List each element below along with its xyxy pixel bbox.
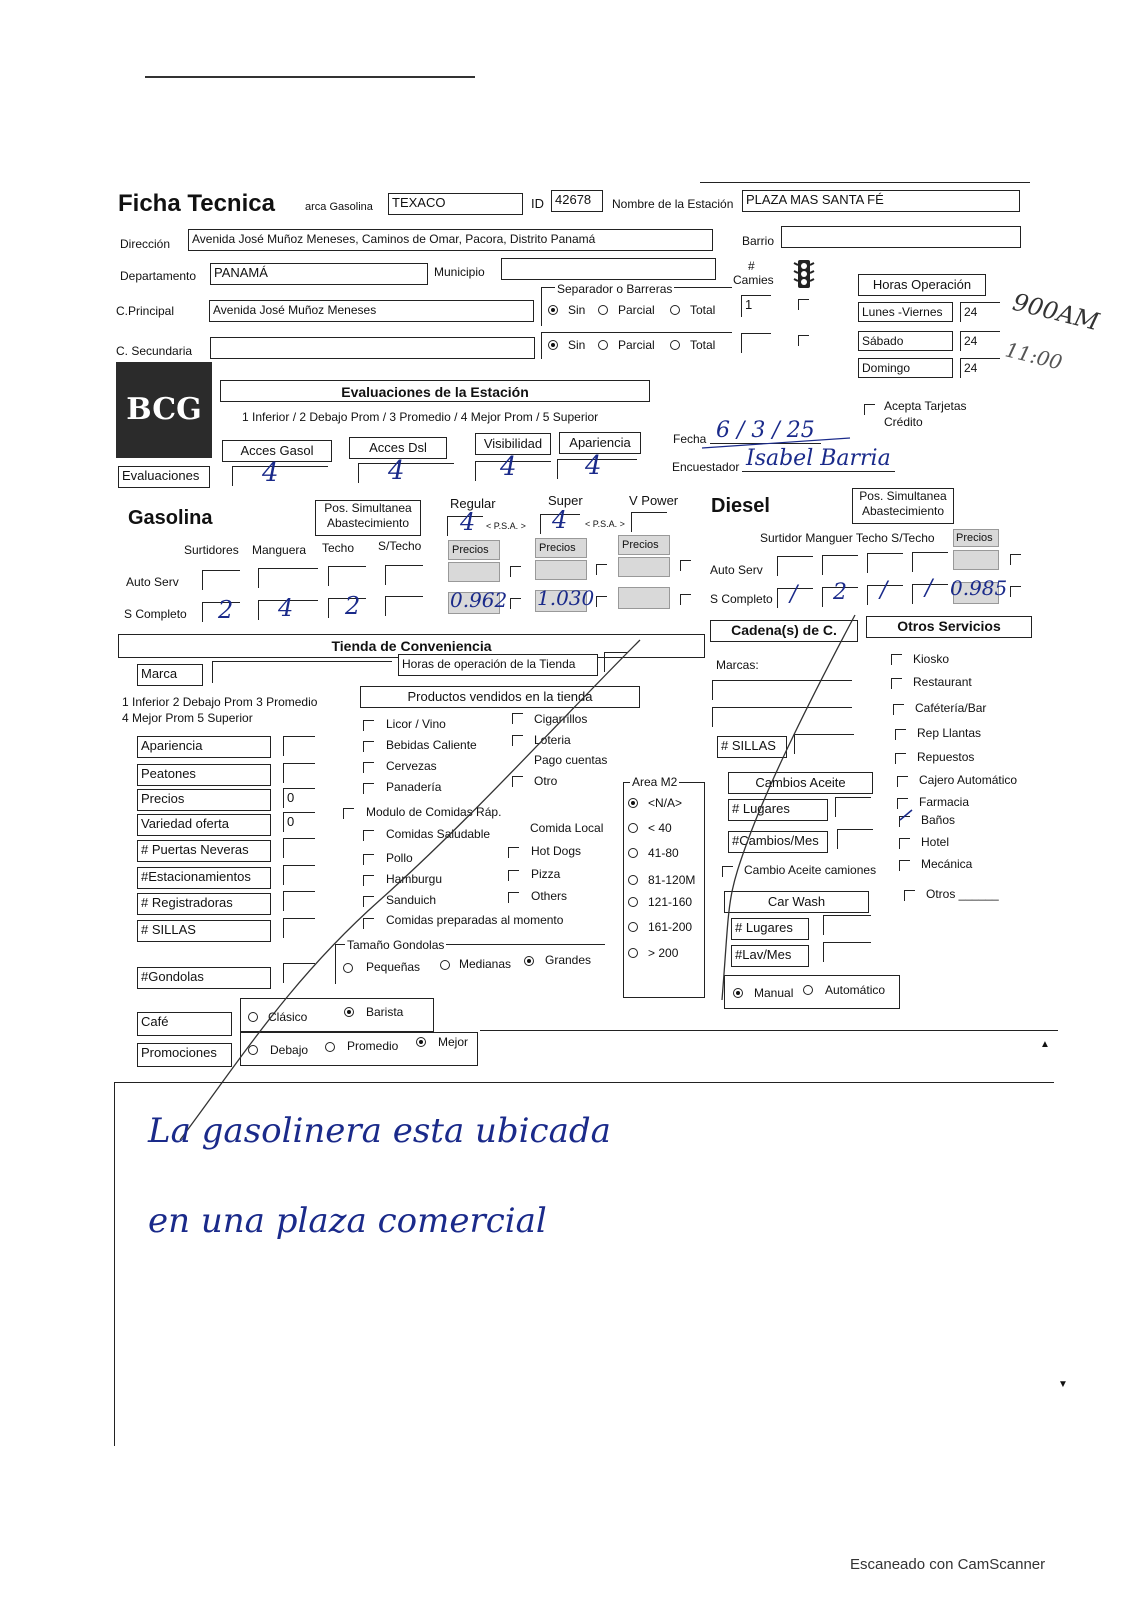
area-121-160-label: 121-160 <box>648 895 693 909</box>
sin-label-2: Sin <box>568 338 586 352</box>
id-field[interactable]: 42678 <box>551 190 603 212</box>
marca-field[interactable]: TEXACO <box>388 193 523 215</box>
dsl-sc-manguer-value: 2 <box>833 580 847 605</box>
lunes-field[interactable]: 24 <box>960 302 1000 322</box>
pen-stroke-tienda <box>180 640 640 1140</box>
regular-psa-value: 4 <box>460 508 476 536</box>
parcial-label-1: Parcial <box>618 303 655 317</box>
super-psa-value: 4 <box>552 506 568 534</box>
notes-top-rule <box>480 1030 1058 1031</box>
auto-serv-label: Auto Serv <box>126 575 179 589</box>
farmacia-label: Farmacia <box>919 795 970 809</box>
saludable-label: Comidas Saludable <box>386 827 491 841</box>
camiones-field-1[interactable]: 1 <box>741 295 771 317</box>
evaluaciones-scale: 1 Inferior / 2 Debajo Prom / 3 Promedio / 4 Mejor Prom / 5 Superior <box>242 410 599 424</box>
precios-label-1: Precios <box>452 544 489 556</box>
cprincipal-label: C.Principal <box>116 304 175 318</box>
cafe-label: Café <box>137 1012 232 1036</box>
sabado-label: Sábado <box>858 331 953 351</box>
surtidores-label: Surtidores <box>184 543 239 557</box>
pollo-label: Pollo <box>386 851 413 865</box>
sc-precio-regular-value: 0.962 <box>450 588 508 612</box>
horas-handwritten-2: 11:00 <box>1002 337 1065 375</box>
s-completo-label: S Completo <box>124 607 187 621</box>
cambios-lugares-label: # Lugares <box>728 799 828 821</box>
prod-cigarrillos-label: Cigarrillos <box>534 712 588 726</box>
dsl-pos-simultanea-1: Pos. Simultanea <box>859 489 947 503</box>
banos-label: Baños <box>921 813 956 827</box>
tamano-label: Tamaño Gondolas <box>347 938 445 952</box>
apariencia-label: Apariencia <box>559 432 641 454</box>
municipio-label: Municipio <box>434 265 485 279</box>
credito-label: Crédito <box>884 415 923 429</box>
tienda-title: Tienda de Conveniencia <box>118 634 705 658</box>
evaluaciones-label: Evaluaciones <box>118 466 210 488</box>
visibilidad-label: Visibilidad <box>475 433 551 455</box>
promedio-label: Promedio <box>347 1039 399 1053</box>
row-precios-field[interactable]: 0 <box>283 788 315 808</box>
area-40-label: < 40 <box>648 821 672 835</box>
row-puertas: # Puertas Neveras <box>137 840 271 862</box>
cadena-sillas-label: # SILLAS <box>717 736 787 758</box>
cambios-title: Cambios Aceite <box>728 772 873 794</box>
kiosko-label: Kiosko <box>913 652 950 666</box>
diesel-columns-header: Surtidor Manguer Techo S/Techo <box>760 531 935 545</box>
sc-manguera-value: 4 <box>278 594 294 622</box>
tienda-scale-1: 1 Inferior 2 Debajo Prom 3 Promedio <box>122 695 318 709</box>
super-label: Super <box>548 493 583 508</box>
sc-surtidores-value: 2 <box>218 596 234 624</box>
otros-label: Otros ______ <box>926 887 999 901</box>
eval-value-4: 4 <box>585 451 602 481</box>
footer-watermark: Escaneado con CamScanner <box>850 1556 1046 1573</box>
pequenas-label: Pequeñas <box>366 960 421 974</box>
notes-line-2: en una plaza comercial <box>148 1201 547 1241</box>
domingo-field[interactable]: 24 <box>960 358 1000 378</box>
scroll-down-icon[interactable]: ▼ <box>1058 1379 1068 1390</box>
row-apariencia: Apariencia <box>137 736 271 758</box>
mejor-label: Mejor <box>438 1035 469 1049</box>
gas-pos-simultanea-2: Abastecimiento <box>326 516 410 530</box>
eval-value-3: 4 <box>500 452 517 482</box>
pen-stroke-fecha <box>702 438 850 448</box>
gas-pos-simultanea-1: Pos. Simultanea <box>324 501 412 515</box>
gasolina-title: Gasolina <box>128 507 213 529</box>
prod-otro-label: Otro <box>534 774 558 788</box>
row-precios: Precios <box>137 789 271 811</box>
hotel-label: Hotel <box>921 835 950 849</box>
domingo-label: Domingo <box>858 358 953 378</box>
mecanica-label: Mecánica <box>921 857 973 871</box>
separador-label: Separador o Barreras <box>557 282 673 296</box>
psa-label-1: < P.S.A. > <box>486 521 526 531</box>
departamento-label: Departamento <box>120 269 197 283</box>
nombre-field[interactable]: PLAZA MAS SANTA FÉ <box>742 190 1020 212</box>
row-estacionamientos: #Estacionamientos <box>137 867 271 889</box>
regular-label: Regular <box>450 496 496 511</box>
acepta-tarjetas-label: Acepta Tarjetas <box>884 399 967 413</box>
cajero-label: Cajero Automático <box>919 773 1018 787</box>
prod-cervezas-label: Cervezas <box>386 759 437 773</box>
pen-stroke-cadena <box>722 615 855 1000</box>
departamento-field[interactable]: PANAMÁ <box>210 263 428 285</box>
row-peatones: Peatones <box>137 764 271 786</box>
hamburgu-label: Hamburgu <box>386 872 443 886</box>
comida-local-label: Comida Local <box>530 821 604 835</box>
notes-line-1: La gasolinera esta ubicada <box>148 1111 611 1151</box>
cw-lugares-label: # Lugares <box>731 918 809 940</box>
evaluaciones-title: Evaluaciones de la Estación <box>220 380 650 402</box>
marcas-label: Marcas: <box>716 658 759 672</box>
sc-precio-super-value: 1.030 <box>537 586 595 610</box>
medianas-label: Medianas <box>459 957 512 971</box>
tienda-scale-2: 4 Mejor Prom 5 Superior <box>122 711 253 725</box>
acces-gasol-label: Acces Gasol <box>222 440 332 462</box>
others-label: Others <box>531 889 568 903</box>
marca-label: arca Gasolina <box>305 201 373 213</box>
area-200-label: > 200 <box>648 946 679 960</box>
techo-label: Techo <box>322 541 355 555</box>
diesel-title: Diesel <box>711 495 770 517</box>
cambios-mes-label: #Cambios/Mes <box>728 831 828 853</box>
repuestos-label: Repuestos <box>917 750 975 764</box>
psa-label-2: < P.S.A. > <box>585 519 625 529</box>
cambio-camiones-label: Cambio Aceite camiones <box>744 863 877 877</box>
encuestador-label: Encuestador <box>672 460 740 474</box>
diesel-auto-serv-label: Auto Serv <box>710 563 763 577</box>
lav-mes-label: #Lav/Mes <box>731 945 809 967</box>
camiones-label: Camies <box>733 273 774 287</box>
cadena-title: Cadena(s) de C. <box>710 620 858 642</box>
debajo-label: Debajo <box>270 1043 309 1057</box>
row-sillas: # SILLAS <box>137 920 271 942</box>
direccion-label: Dirección <box>120 237 171 251</box>
pizza-label: Pizza <box>531 867 561 881</box>
modulo-label: Modulo de Comidas Ráp. <box>366 805 502 819</box>
prod-pago-label: Pago cuentas <box>534 753 608 767</box>
hotdogs-label: Hot Dogs <box>531 844 582 858</box>
automatico-label: Automático <box>825 983 886 997</box>
area-81-120-label: 81-120M <box>648 873 696 887</box>
cafeteria-label: Cafétería/Bar <box>915 701 987 715</box>
gondolas-label: #Gondolas <box>137 967 271 989</box>
dsl-sc-techo-value: / <box>880 578 888 603</box>
lunes-label: Lunes -Viernes <box>858 302 953 322</box>
promociones-label: Promociones <box>137 1043 232 1067</box>
sabado-field[interactable]: 24 <box>960 331 1000 351</box>
sc-techo-value: 2 <box>345 592 361 620</box>
prod-loteria-label: Loteria <box>534 733 571 747</box>
preparadas-label: Comidas preparadas al momento <box>386 913 564 927</box>
page-title: Ficha Tecnica <box>118 190 275 217</box>
id-label: ID <box>531 196 544 211</box>
eval-value-2: 4 <box>388 456 405 486</box>
horas-handwritten-1: 900AM <box>1009 287 1102 337</box>
tienda-marca-label: Marca <box>137 664 203 686</box>
pen-check-banos <box>900 810 912 820</box>
manguera-label: Manguera <box>252 543 307 557</box>
csecundaria-label: C. Secundaria <box>116 344 193 358</box>
direccion-field[interactable]: Avenida José Muñoz Meneses, Caminos de Omar, Pacora, Distrito Panamá <box>188 229 713 251</box>
sanduich-label: Sanduich <box>386 893 437 907</box>
grandes-label: Grandes <box>545 953 592 967</box>
prod-bebidas-label: Bebidas Caliente <box>386 738 477 752</box>
otros-title: Otros Servicios <box>866 616 1032 638</box>
cprincipal-field[interactable]: Avenida José Muñoz Meneses <box>209 300 534 322</box>
prod-licor-label: Licor / Vino <box>386 717 446 731</box>
nombre-label: Nombre de la Estación <box>612 197 734 211</box>
row-variedad: Variedad oferta <box>137 814 271 836</box>
eval-value-1: 4 <box>262 458 279 488</box>
restaurant-label: Restaurant <box>913 675 972 689</box>
total-label-2: Total <box>690 338 716 352</box>
dsl-pos-simultanea-2: Abastecimiento <box>861 504 945 518</box>
horas-title: Horas Operación <box>858 274 986 296</box>
productos-title: Productos vendidos en la tienda <box>360 686 640 708</box>
area-161-200-label: 161-200 <box>648 920 693 934</box>
clasico-label: Clásico <box>268 1010 308 1024</box>
manual-label: Manual <box>754 986 794 1000</box>
sin-label-1: Sin <box>568 303 586 317</box>
diesel-precios-label: Precios <box>956 532 993 544</box>
area-na-label: <N/A> <box>648 796 683 810</box>
dsl-sc-stecho-value: / <box>925 576 933 601</box>
tienda-horas-label: Horas de operación de la Tienda <box>398 654 598 676</box>
dsl-sc-surtidor-value: / <box>790 582 798 607</box>
parcial-label-2: Parcial <box>618 338 655 352</box>
fecha-label: Fecha <box>673 432 707 446</box>
barista-label: Barista <box>366 1005 404 1019</box>
vpower-label: V Power <box>629 493 679 508</box>
bcg-logo: BCG <box>116 362 212 458</box>
row-variedad-field[interactable]: 0 <box>283 812 315 832</box>
stecho-label: S/Techo <box>378 539 422 553</box>
acces-dsl-label: Acces Dsl <box>349 437 447 459</box>
scroll-up-icon[interactable]: ▲ <box>1040 1039 1050 1050</box>
area-title: Area M2 <box>632 775 678 789</box>
dsl-sc-precio-value: 0.985 <box>950 576 1008 600</box>
precios-label-3: Precios <box>622 539 659 551</box>
row-registradoras: # Registradoras <box>137 893 271 915</box>
barrio-label: Barrio <box>742 234 775 248</box>
carwash-title: Car Wash <box>724 891 869 913</box>
diesel-s-completo-label: S Completo <box>710 592 773 606</box>
prod-panaderia-label: Panadería <box>386 780 442 794</box>
area-41-80-label: 41-80 <box>648 846 679 860</box>
fecha-value[interactable]: 6 / 3 / 25 <box>710 418 821 444</box>
total-label-1: Total <box>690 303 716 317</box>
encuestador-value[interactable]: Isabel Barria <box>742 446 895 472</box>
rep-llantas-label: Rep Llantas <box>917 726 982 740</box>
precios-label-2: Precios <box>539 542 576 554</box>
camiones-hash: # <box>748 259 755 273</box>
